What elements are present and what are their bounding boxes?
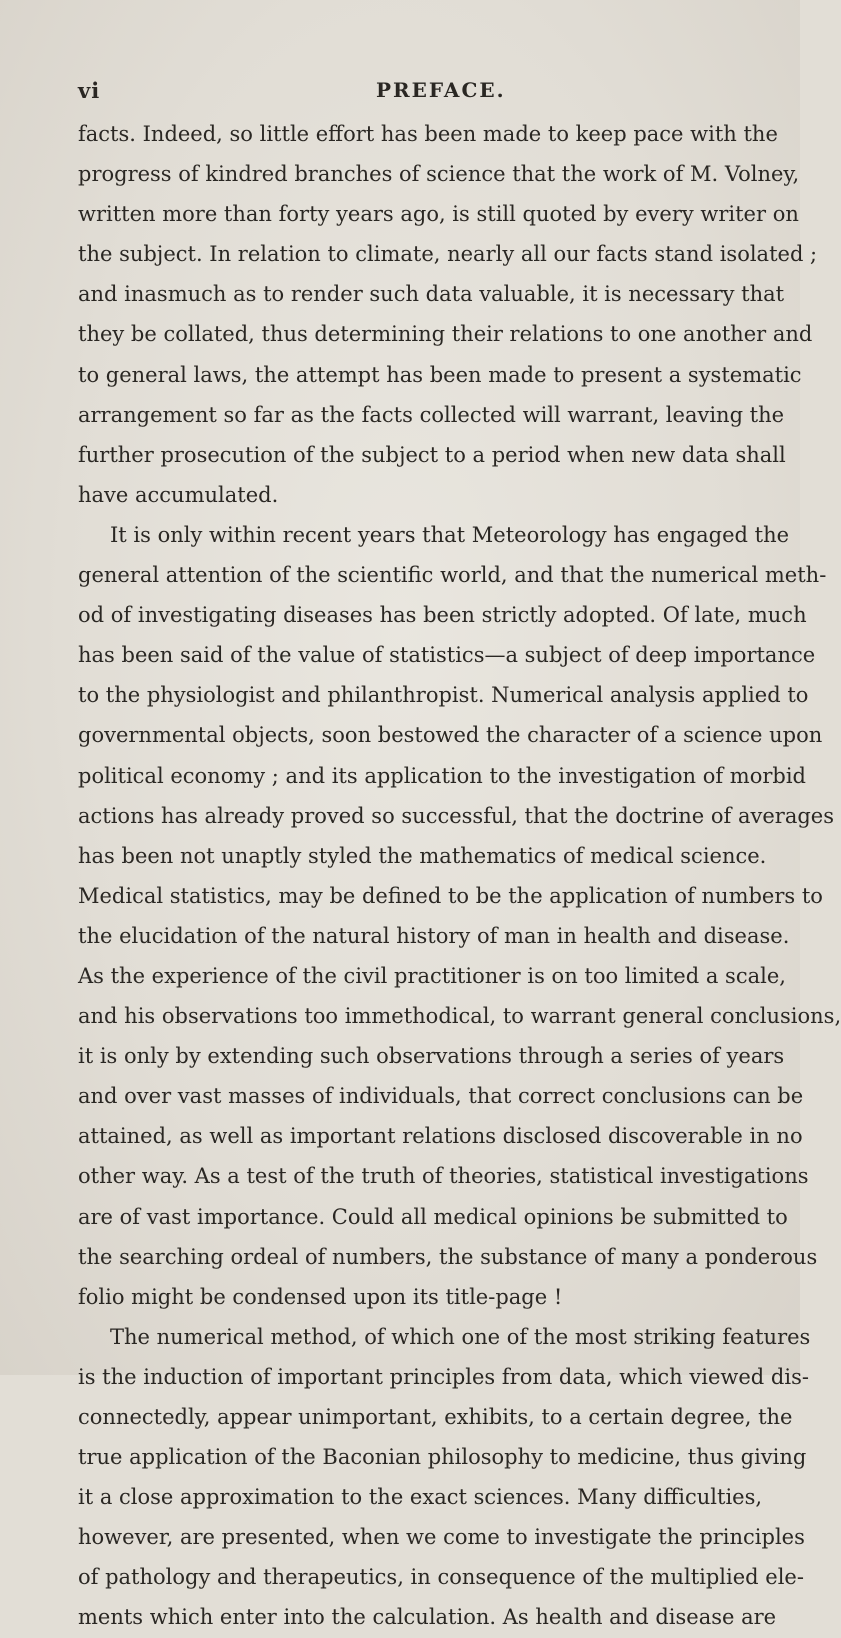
page-header (78, 78, 728, 108)
text-line: The numerical method, of which one of the most striking features (110, 1324, 811, 1349)
text-line: attained, as well as important relations disclosed discoverable in no (78, 1124, 803, 1149)
text-line: the elucidation of the natural history of man in health and disease. (78, 923, 790, 948)
text-line: it a close approximation to the exact sciences. Many difficulties, (78, 1485, 763, 1510)
running-head: PREFACE. (376, 78, 506, 102)
text-line: and over vast masses of individuals, that correct conclusions can be (78, 1084, 804, 1109)
text-line: facts. Indeed, so little effort has been made to keep pace with the (78, 122, 778, 146)
text-line: ments which enter into the calculation. As health and disease are (78, 1605, 777, 1630)
text-line: written more than forty years ago, is still quoted by every writer on (78, 202, 799, 227)
text-line: It is only within recent years that Meteorology has engaged the (110, 522, 790, 547)
text-line: connectedly, appear unimportant, exhibits, to a certain degree, the (78, 1405, 793, 1429)
text-line: governmental objects, soon bestowed the character of a science upon (78, 723, 823, 748)
text-line: arrangement so far as the facts collected will warrant, leaving the (78, 402, 785, 427)
text-line: have accumulated. (78, 482, 279, 507)
text-line: Medical statistics, may be defined to be the application of numbers to (78, 883, 823, 908)
paragraph (78, 1317, 811, 1638)
text-line: od of investigating diseases has been strictly adopted. Of late, much (78, 603, 807, 628)
paragraph (78, 114, 818, 515)
text-line: actions has already proved so successful, that the doctrine of averages (78, 803, 834, 828)
text-line: progress of kindred branches of science that the work of M. Volney, (78, 162, 800, 187)
text-line: of pathology and therapeutics, in consequence of the multiplied ele- (78, 1565, 804, 1590)
text-line: further prosecution of the subject to a period when new data shall (78, 442, 786, 467)
text-line: are of vast importance. Could all medical opinions be submitted to (78, 1204, 788, 1229)
text-line: political economy ; and its application to the investigation of morbid (78, 763, 806, 788)
text-line: the searching ordeal of numbers, the substance of many a ponderous (78, 1244, 818, 1269)
text-line: true application of the Baconian philosophy to medicine, thus giving (78, 1445, 807, 1470)
body-text (78, 114, 841, 1638)
text-line: they be collated, thus determining their relations to one another and (78, 322, 813, 347)
text-line: is the induction of important principles from data, which viewed dis- (78, 1364, 809, 1389)
text-line: however, are presented, when we come to investigate the principles (78, 1525, 805, 1550)
paragraph (78, 515, 841, 1317)
text-line: folio might be condensed upon its title-page ! (78, 1284, 563, 1309)
text-line: to the physiologist and philanthropist. Numerical analysis applied to (78, 683, 809, 708)
text-line: and his observations too immethodical, to warrant general conclusions, (78, 1004, 841, 1029)
text-line: general attention of the scientific world, and that the numerical meth- (78, 563, 827, 588)
text-line: has been not unaptly styled the mathematics of medical science. (78, 843, 767, 868)
text-line: As the experience of the civil practitioner is on too limited a scale, (78, 963, 786, 988)
text-line: and inasmuch as to render such data valuable, it is necessary that (78, 282, 785, 307)
text-line: it is only by extending such observations through a series of years (78, 1044, 785, 1069)
text-line: to general laws, the attempt has been made to present a systematic (78, 362, 802, 387)
text-line: other way. As a test of the truth of theories, statistical investigations (78, 1164, 809, 1189)
text-line: has been said of the value of statistics—a subject of deep importance (78, 643, 816, 668)
page-number: vi (78, 78, 101, 103)
text-line: the subject. In relation to climate, nearly all our facts stand isolated ; (78, 242, 818, 267)
